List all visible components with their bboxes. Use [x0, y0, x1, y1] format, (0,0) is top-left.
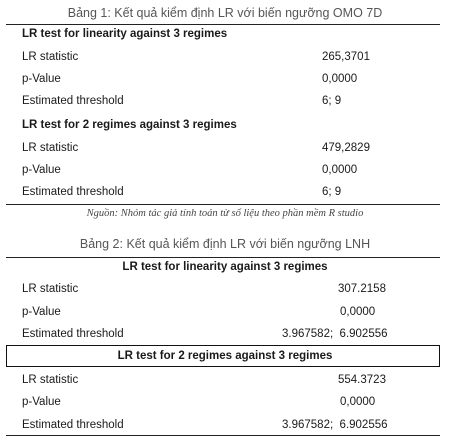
table2-section1-header: LR test for linearity against 3 regimes: [122, 261, 328, 273]
row-label: Estimated threshold: [22, 419, 124, 431]
row-label: p-Value: [22, 396, 61, 408]
row-label: Estimated threshold: [22, 95, 124, 107]
row-label: LR statistic: [22, 283, 79, 295]
table1-source-note: Nguồn: Nhóm tác giả tính toán từ số liệu theo phần mềm R studio: [86, 208, 364, 219]
row-value: 0,0000: [322, 73, 358, 85]
row-value: 3.967582; 6.902556: [282, 328, 388, 340]
row-label: Estimated threshold: [22, 186, 124, 198]
table1-section1-header: LR test for linearity against 3 regimes: [22, 28, 228, 40]
table2-title: Bảng 2: Kết quả kiểm định LR với biến ngưỡng LNH: [79, 237, 371, 251]
row-value: 6; 9: [322, 95, 342, 107]
table1-bottom-rule: [6, 204, 440, 205]
row-value: 554.3723: [338, 374, 386, 386]
row-value: 0,0000: [322, 164, 358, 176]
table2-top-rule: [6, 257, 440, 258]
row-value: 6; 9: [322, 186, 342, 198]
table2-bottom-rule: [6, 435, 440, 436]
row-label: LR statistic: [22, 51, 79, 63]
row-label: p-Value: [22, 164, 61, 176]
table1-title: Bảng 1: Kết quả kiểm định LR với biến ngưỡng OMO 7D: [67, 6, 383, 20]
row-label: LR statistic: [22, 142, 79, 154]
row-label: LR statistic: [22, 374, 79, 386]
row-label: p-Value: [22, 306, 61, 318]
table1-top-rule: [6, 24, 440, 25]
row-value: 0,0000: [340, 396, 376, 408]
row-value: 3.967582; 6.902556: [282, 419, 388, 431]
row-label: p-Value: [22, 73, 61, 85]
table2-section2-header: LR test for 2 regimes against 3 regimes: [117, 350, 333, 362]
row-value: 479,2829: [322, 142, 370, 154]
row-value: 0,0000: [340, 306, 376, 318]
row-value: 265,3701: [322, 51, 370, 63]
row-value: 307.2158: [338, 283, 386, 295]
table1-section2-header: LR test for 2 regimes against 3 regimes: [22, 119, 237, 131]
row-label: Estimated threshold: [22, 328, 124, 340]
